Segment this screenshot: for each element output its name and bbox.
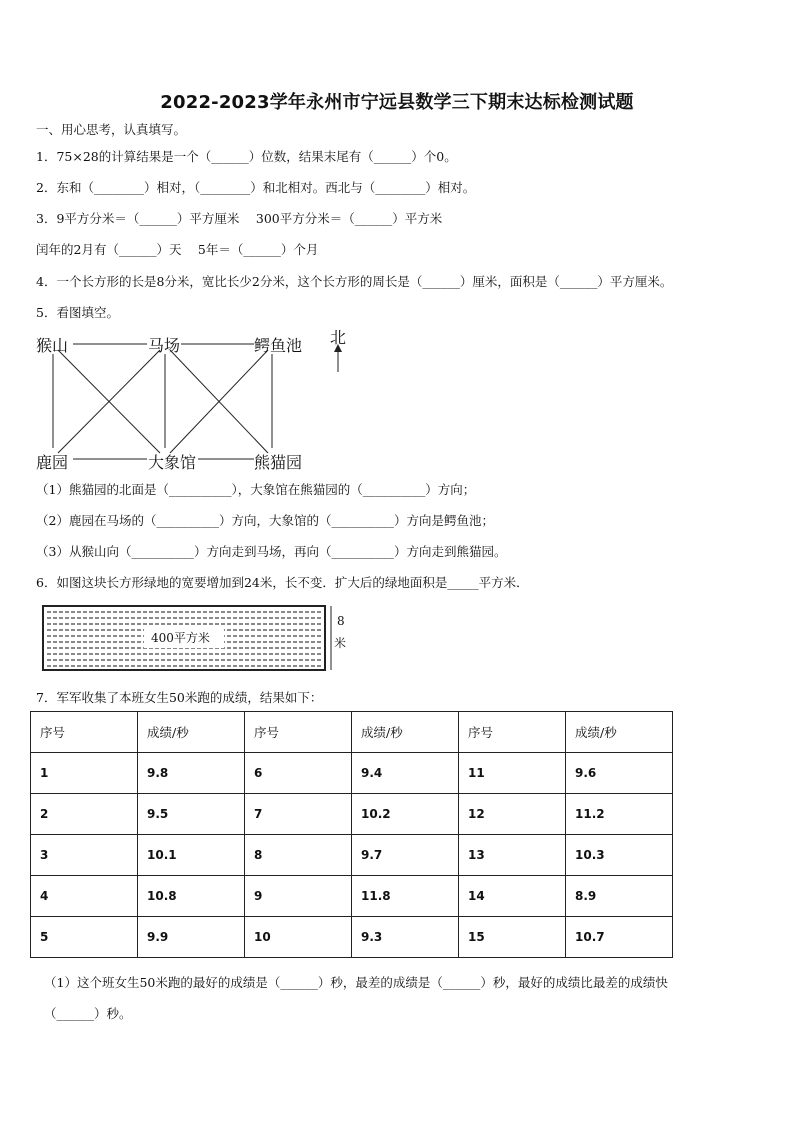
table-cell: 8.9 bbox=[566, 876, 673, 917]
question-5-2: （2）鹿园在马场的（__________）方向，大象馆的（__________）方向是鳄鱼池； bbox=[36, 513, 494, 528]
map-label-elephant-house: 大象馆 bbox=[148, 453, 197, 472]
map-label-panda-park: 熊猫园 bbox=[254, 453, 303, 472]
table-cell: 4 bbox=[31, 876, 138, 917]
question-5: 5．看图填空。 bbox=[36, 305, 119, 320]
question-1: 1．75×28的计算结果是一个（______）位数，结果末尾有（______）个0。 bbox=[36, 149, 457, 164]
table-cell: 9.3 bbox=[352, 917, 459, 958]
field-area-label: 400平方米 bbox=[151, 631, 210, 645]
table-cell: 13 bbox=[459, 835, 566, 876]
table-header: 序号 bbox=[31, 712, 138, 753]
table-row bbox=[31, 917, 673, 958]
table-cell: 11 bbox=[459, 753, 566, 794]
section-heading: 一、用心思考，认真填写。 bbox=[36, 122, 187, 137]
question-7-1: （1）这个班女生50米跑的最好的成绩是（______）秒，最差的成绩是（______）秒，最好的成绩比最差的成绩快 bbox=[44, 975, 668, 990]
table-cell: 10.8 bbox=[138, 876, 245, 917]
table-cell: 9.9 bbox=[138, 917, 245, 958]
field-width-value: 8 bbox=[337, 614, 345, 628]
table-cell: 9.6 bbox=[566, 753, 673, 794]
table-cell: 10.3 bbox=[566, 835, 673, 876]
question-2: 2．东和（________）相对，（________）和北相对。西北与（________）相对。 bbox=[36, 180, 476, 195]
map-label-horse-farm: 马场 bbox=[148, 336, 181, 355]
table-cell: 11.8 bbox=[352, 876, 459, 917]
table-cell: 10.7 bbox=[566, 917, 673, 958]
table-header-row bbox=[31, 712, 673, 753]
map-label-monkey-hill: 猴山 bbox=[36, 336, 69, 355]
table-header: 序号 bbox=[245, 712, 352, 753]
table-cell: 9.4 bbox=[352, 753, 459, 794]
question-7: 7．军军收集了本班女生50米跑的成绩，结果如下： bbox=[36, 690, 323, 705]
table-cell: 9 bbox=[245, 876, 352, 917]
table-cell: 6 bbox=[245, 753, 352, 794]
table-cell: 3 bbox=[31, 835, 138, 876]
table-cell: 5 bbox=[31, 917, 138, 958]
table-cell: 8 bbox=[245, 835, 352, 876]
question-3b: 闰年的2月有（______）天 5年＝（______）个月 bbox=[36, 242, 319, 257]
table-cell: 9.5 bbox=[138, 794, 245, 835]
table-cell: 1 bbox=[31, 753, 138, 794]
zoo-map-diagram bbox=[0, 320, 794, 480]
table-header: 成绩/秒 bbox=[566, 712, 673, 753]
table-cell: 14 bbox=[459, 876, 566, 917]
map-label-crocodile-pool: 鳄鱼池 bbox=[254, 336, 303, 355]
table-cell: 10 bbox=[245, 917, 352, 958]
table-row bbox=[31, 794, 673, 835]
question-5-3: （3）从猴山向（__________）方向走到马场，再向（__________）方向走到熊猫园。 bbox=[36, 544, 507, 559]
north-label: 北 bbox=[330, 328, 347, 347]
field-width-unit: 米 bbox=[334, 636, 347, 650]
table-cell: 10.2 bbox=[352, 794, 459, 835]
table-header: 成绩/秒 bbox=[352, 712, 459, 753]
map-label-deer-park: 鹿园 bbox=[36, 453, 69, 472]
table-cell: 11.2 bbox=[566, 794, 673, 835]
table-row bbox=[31, 753, 673, 794]
question-7-1-cont: （______）秒。 bbox=[44, 1006, 132, 1021]
table-cell: 7 bbox=[245, 794, 352, 835]
question-6: 6．如图这块长方形绿地的宽要增加到24米，长不变．扩大后的绿地面积是_____平方米． bbox=[36, 575, 529, 590]
question-5-1: （1）熊猫园的北面是（__________），大象馆在熊猫园的（__________）方向； bbox=[36, 482, 476, 497]
page-title: 2022-2023学年永州市宁远县数学三下期末达标检测试题 bbox=[160, 92, 634, 113]
table-cell: 9.8 bbox=[138, 753, 245, 794]
table-cell: 15 bbox=[459, 917, 566, 958]
table-header: 成绩/秒 bbox=[138, 712, 245, 753]
question-3a: 3．9平方分米＝（______）平方厘米 300平方分米＝（______）平方米 bbox=[36, 211, 443, 226]
scores-table bbox=[30, 711, 673, 958]
table-cell: 12 bbox=[459, 794, 566, 835]
table-cell: 9.7 bbox=[352, 835, 459, 876]
table-row bbox=[31, 835, 673, 876]
table-header: 序号 bbox=[459, 712, 566, 753]
question-4: 4．一个长方形的长是8分米，宽比长少2分米，这个长方形的周长是（______）厘米，面积是（______）平方厘米。 bbox=[36, 274, 673, 289]
table-row bbox=[31, 876, 673, 917]
table-cell: 2 bbox=[31, 794, 138, 835]
table-cell: 10.1 bbox=[138, 835, 245, 876]
